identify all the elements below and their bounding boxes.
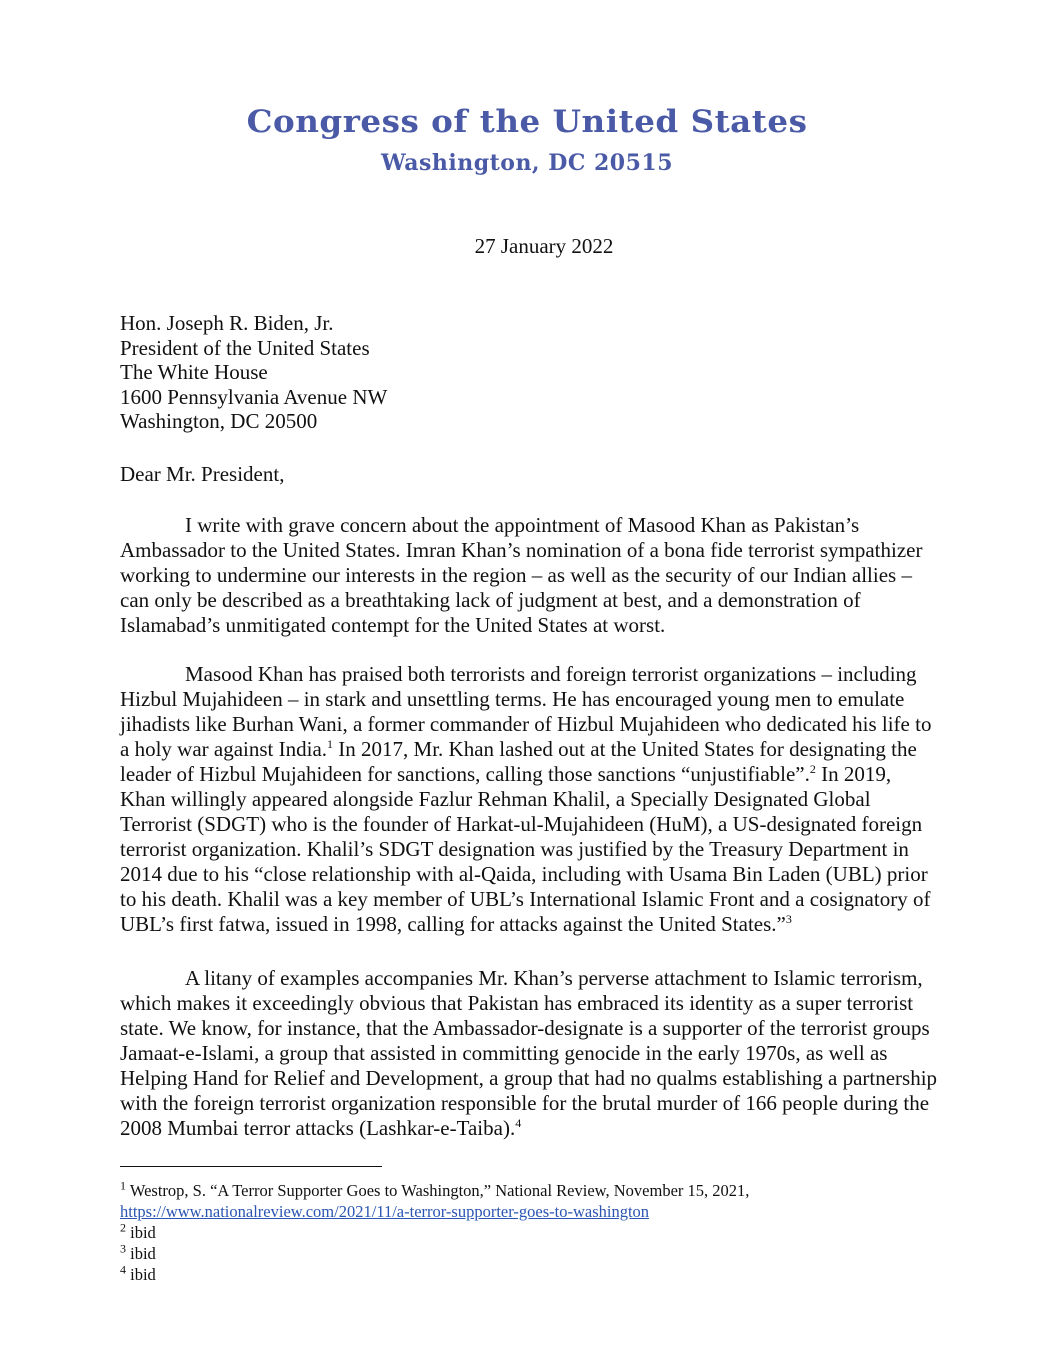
footnote-ref-3[interactable]: 3 xyxy=(785,912,792,926)
paragraph-line: Hizbul Mujahideen – in stark and unsettling terms. He has encouraged young men to emulate xyxy=(120,687,905,711)
footnote-text: ibid xyxy=(126,1223,156,1242)
line-text: In 2019, xyxy=(815,762,892,786)
paragraph-line: Khan willingly appeared alongside Fazlur Rehman Khalil, a Specially Designated Global xyxy=(120,787,871,811)
footnote-number: 3 xyxy=(120,1241,126,1256)
paragraph-line: Jamaat-e-Islami, a group that assisted in committing genocide in the early 1970s, as well as xyxy=(120,1041,888,1065)
footnote-4 xyxy=(120,1264,749,1285)
paragraph-3 xyxy=(120,966,970,1141)
footnote-text: ibid xyxy=(126,1244,156,1263)
line-text: leader of Hizbul Mujahideen for sanctions, calling those sanctions “unjustifiable”. xyxy=(120,762,810,786)
line-text: 2008 Mumbai terror attacks (Lashkar-e-Taiba). xyxy=(120,1116,516,1140)
paragraph-line: can only be described as a breathtaking lack of judgment at best, and a demonstration of xyxy=(120,588,861,612)
footnote-2 xyxy=(120,1222,749,1243)
footnote-text: ibid xyxy=(126,1265,156,1284)
letterhead-subtitle: Washington, DC 20515 xyxy=(380,150,674,176)
paragraph-line: A litany of examples accompanies Mr. Khan’s perverse attachment to Islamic terrorism, xyxy=(185,966,923,990)
paragraph-line: Masood Khan has praised both terrorists and foreign terrorist organizations – including xyxy=(185,662,917,686)
paragraph-line xyxy=(120,912,970,937)
footnote-number: 4 xyxy=(120,1262,126,1277)
line-text: In 2017, Mr. Khan lashed out at the United States for designating the xyxy=(333,737,917,761)
address-line: 1600 Pennsylvania Avenue NW xyxy=(120,384,388,409)
address-line: The White House xyxy=(120,360,268,384)
footnotes xyxy=(120,1180,749,1285)
footnote-divider xyxy=(120,1166,382,1167)
salutation: Dear Mr. President, xyxy=(120,462,285,486)
letter-date: 27 January 2022 xyxy=(474,234,614,258)
paragraph-line xyxy=(120,762,970,787)
paragraph-line: Ambassador to the United States. Imran Khan’s nomination of a bona fide terrorist sympathizer xyxy=(120,538,923,562)
paragraph-line: Terrorist (SDGT) who is the founder of Harkat-ul-Mujahideen (HuM), a US-designated foreign xyxy=(120,812,923,836)
paragraph-line: with the foreign terrorist organization responsible for the brutal murder of 166 people during the xyxy=(120,1091,930,1115)
line-text: a holy war against India. xyxy=(120,737,328,761)
paragraph-line: working to undermine our interests in the region – as well as the security of our Indian allies – xyxy=(120,563,912,587)
footnote-number: 1 xyxy=(120,1178,126,1193)
footnote-ref-4[interactable]: 4 xyxy=(515,1116,522,1130)
paragraph-line: Islamabad’s unmitigated contempt for the United States at worst. xyxy=(120,613,666,637)
paragraph-line: terrorist organization. Khalil’s SDGT designation was justified by the Treasury Department in xyxy=(120,837,909,861)
recipient-address xyxy=(120,311,387,434)
footnote-link[interactable]: https://www.nationalreview.com/2021/11/a-terror-supporter-goes-to-washington xyxy=(120,1202,650,1221)
paragraph-line: state. We know, for instance, that the Ambassador-designate is a supporter of the terrorist groups xyxy=(120,1016,930,1040)
paragraph-line: 2014 due to his “close relationship with al-Qaida, including with Usama Bin Laden (UBL) prior xyxy=(120,862,928,886)
footnote-number: 2 xyxy=(120,1220,126,1235)
footnote-1-link-line xyxy=(120,1201,749,1222)
paragraph-line xyxy=(120,1116,970,1141)
footnote-ref-2[interactable]: 2 xyxy=(809,762,816,776)
paragraph-line xyxy=(120,737,970,762)
paragraph-line: jihadists like Burhan Wani, a former commander of Hizbul Mujahideen who dedicated his life to xyxy=(120,712,932,736)
paragraph-line: Helping Hand for Relief and Development, a group that had no qualms establishing a partnership xyxy=(120,1066,938,1090)
letterhead-title: Congress of the United States xyxy=(246,104,808,140)
footnote-3 xyxy=(120,1243,749,1264)
paragraph-1 xyxy=(120,513,970,638)
line-text: UBL’s first fatwa, issued in 1998, calling for attacks against the United States.” xyxy=(120,912,786,936)
paragraph-line: I write with grave concern about the appointment of Masood Khan as Pakistan’s xyxy=(185,513,860,537)
footnote-text: Westrop, S. “A Terror Supporter Goes to Washington,” National Review, November 15, 2021, xyxy=(126,1181,750,1200)
footnote-ref-1[interactable]: 1 xyxy=(327,737,334,751)
paragraph-line: which makes it exceedingly obvious that Pakistan has embraced its identity as a super terrorist xyxy=(120,991,914,1015)
address-line: Hon. Joseph R. Biden, Jr. xyxy=(120,311,334,335)
paragraph-2 xyxy=(120,662,970,937)
address-line: Washington, DC 20500 xyxy=(120,409,318,433)
paragraph-line: to his death. Khalil was a key member of UBL’s International Islamic Front and a cosignatory of xyxy=(120,887,931,911)
footnote-1 xyxy=(120,1180,749,1201)
address-line: President of the United States xyxy=(120,335,370,360)
